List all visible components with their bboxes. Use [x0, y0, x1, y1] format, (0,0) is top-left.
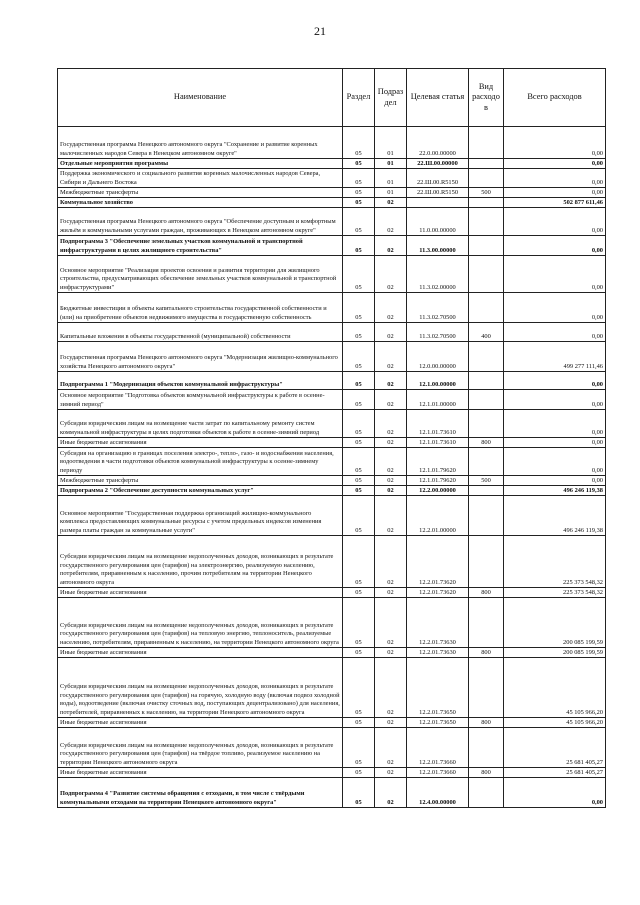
cell-target-article: 12.1.01.00000	[407, 390, 469, 410]
cell-total: 0,00	[504, 236, 606, 256]
cell-name: Подпрограмма 2 "Обеспечение доступности коммунальных услуг"	[58, 486, 343, 496]
table-row	[58, 208, 606, 236]
cell-target-article: 22.Ш.00.R5150	[407, 169, 469, 188]
cell-target-article: 12.2.01.73630	[407, 598, 469, 648]
table-row	[58, 486, 606, 496]
cell-target-article: 12.2.01.73660	[407, 728, 469, 768]
cell-section: 05	[343, 410, 375, 438]
cell-total: 0,00	[504, 476, 606, 486]
table-row	[58, 198, 606, 208]
cell-name: Межбюджетные трансферты	[58, 188, 343, 198]
cell-target-article: 12.0.00.00000	[407, 342, 469, 372]
table-row	[58, 658, 606, 718]
cell-subsection: 02	[375, 496, 407, 536]
cell-expense-type	[469, 778, 504, 808]
table-row	[58, 236, 606, 256]
cell-expense-type	[469, 127, 504, 159]
cell-section: 05	[343, 438, 375, 448]
cell-expense-type	[469, 598, 504, 648]
cell-expense-type	[469, 169, 504, 188]
cell-expense-type: 500	[469, 476, 504, 486]
cell-subsection: 02	[375, 598, 407, 648]
cell-section: 05	[343, 728, 375, 768]
cell-section: 05	[343, 188, 375, 198]
cell-expense-type	[469, 410, 504, 438]
table-row	[58, 648, 606, 658]
cell-subsection: 02	[375, 476, 407, 486]
table-row	[58, 188, 606, 198]
cell-expense-type	[469, 728, 504, 768]
cell-expense-type	[469, 256, 504, 293]
cell-expense-type: 800	[469, 438, 504, 448]
page-number: 21	[314, 24, 326, 38]
cell-expense-type	[469, 536, 504, 588]
cell-total: 0,00	[504, 127, 606, 159]
cell-target-article: 22.Ш.00.00000	[407, 159, 469, 169]
cell-name: Государственная программа Ненецкого автономного округа "Сохранение и развитие коренных малочисленных народов Севера в Ненецком автономном округе"	[58, 127, 343, 159]
cell-subsection: 01	[375, 188, 407, 198]
cell-section: 05	[343, 718, 375, 728]
cell-expense-type	[469, 293, 504, 323]
cell-section: 05	[343, 486, 375, 496]
table-row	[58, 410, 606, 438]
cell-name: Подпрограмма 3 "Обеспечение земельных участков коммунальной и транспортной инфраструктурами в целях жилищного строительства"	[58, 236, 343, 256]
cell-total: 0,00	[504, 438, 606, 448]
cell-section: 05	[343, 342, 375, 372]
cell-total: 45 105 966,20	[504, 658, 606, 718]
cell-section: 05	[343, 159, 375, 169]
cell-name: Основное мероприятие "Реализация проектов освоения и развития территории для жилищного строительства, предусматривающих обеспечение земельных участков коммунальной и транспортной инфраструктурами"	[58, 256, 343, 293]
cell-expense-type	[469, 159, 504, 169]
table-body	[58, 127, 606, 808]
cell-subsection: 02	[375, 323, 407, 342]
cell-name: Коммунальное хозяйство	[58, 198, 343, 208]
cell-subsection: 02	[375, 778, 407, 808]
cell-subsection: 02	[375, 438, 407, 448]
cell-name: Иные бюджетные ассигнования	[58, 588, 343, 598]
table-row	[58, 293, 606, 323]
table-row	[58, 718, 606, 728]
cell-section: 05	[343, 127, 375, 159]
cell-target-article: 12.2.01.73650	[407, 658, 469, 718]
table-row	[58, 778, 606, 808]
cell-total: 200 085 199,59	[504, 648, 606, 658]
cell-subsection: 02	[375, 256, 407, 293]
table-row	[58, 588, 606, 598]
cell-subsection: 02	[375, 536, 407, 588]
header-target-article: Целевая статья	[407, 69, 469, 127]
table-row	[58, 256, 606, 293]
cell-subsection: 01	[375, 127, 407, 159]
cell-subsection: 02	[375, 410, 407, 438]
header-expense-type: Вид расходо в	[469, 69, 504, 127]
cell-total: 499 277 111,46	[504, 342, 606, 372]
cell-expense-type	[469, 372, 504, 390]
cell-subsection: 02	[375, 236, 407, 256]
cell-subsection: 02	[375, 728, 407, 768]
cell-target-article: 11.3.02.70500	[407, 323, 469, 342]
cell-subsection: 02	[375, 342, 407, 372]
cell-expense-type	[469, 448, 504, 476]
cell-section: 05	[343, 778, 375, 808]
table-row	[58, 390, 606, 410]
cell-section: 05	[343, 448, 375, 476]
cell-section: 05	[343, 372, 375, 390]
cell-total: 45 105 966,20	[504, 718, 606, 728]
cell-name: Поддержка экономического и социального развития коренных малочисленных народов Севера, Сибири и Дальнего Востока	[58, 169, 343, 188]
cell-expense-type: 400	[469, 323, 504, 342]
cell-subsection: 02	[375, 208, 407, 236]
header-name: Наименование	[58, 69, 343, 127]
cell-name: Субсидии юридическим лицам на возмещение части затрат по капитальному ремонту систем коммунальной инфраструктуры в целях подготовки объектов к работе в осенне-зимний период	[58, 410, 343, 438]
table-row	[58, 448, 606, 476]
cell-total: 0,00	[504, 410, 606, 438]
cell-section: 05	[343, 256, 375, 293]
table-header-row	[58, 69, 606, 127]
cell-name: Иные бюджетные ассигнования	[58, 438, 343, 448]
cell-target-article: 22.0.00.00000	[407, 127, 469, 159]
cell-target-article: 11.3.00.00000	[407, 236, 469, 256]
cell-section: 05	[343, 323, 375, 342]
cell-name: Иные бюджетные ассигнования	[58, 648, 343, 658]
table-row	[58, 323, 606, 342]
cell-target-article: 12.2.01.73630	[407, 648, 469, 658]
cell-section: 05	[343, 476, 375, 486]
header-subsection: Подраз дел	[375, 69, 407, 127]
cell-name: Субсидии юридическим лицам на возмещение недополученных доходов, возникающих в результате государственного регулирования цен (тарифов) на твёрдое топливо, реализуемое населению на территории Ненецкого автономного округа	[58, 728, 343, 768]
table-row	[58, 169, 606, 188]
cell-total: 496 246 119,38	[504, 486, 606, 496]
cell-section: 05	[343, 236, 375, 256]
cell-expense-type	[469, 658, 504, 718]
cell-section: 05	[343, 169, 375, 188]
cell-target-article: 12.2.01.73660	[407, 768, 469, 778]
cell-name: Межбюджетные трансферты	[58, 476, 343, 486]
table-row	[58, 342, 606, 372]
cell-section: 05	[343, 658, 375, 718]
cell-total: 0,00	[504, 159, 606, 169]
cell-target-article: 12.2.01.73650	[407, 718, 469, 728]
cell-total: 25 681 405,27	[504, 728, 606, 768]
cell-name: Субсидии юридическим лицам на возмещение недополученных доходов, возникающих в результате государственного регулирования цен (тарифов) на электроэнергию, реализуемую населению, потребителям, приравненным к населению, прочим потребителям на территории Ненецкого автономного округа	[58, 536, 343, 588]
cell-target-article: 11.0.00.00000	[407, 208, 469, 236]
cell-section: 05	[343, 390, 375, 410]
cell-target-article: 22.Ш.00.R5150	[407, 188, 469, 198]
cell-name: Государственная программа Ненецкого автономного округа "Обеспечение доступным и комфортным жильём и коммунальными услугами граждан, проживающих в Ненецком автономном округе"	[58, 208, 343, 236]
cell-name: Подпрограмма 4 "Развитие системы обращения с отходами, в том числе с твёрдыми коммунальными отходами на территории Ненецкого автономного округа"	[58, 778, 343, 808]
cell-subsection: 02	[375, 658, 407, 718]
cell-total: 0,00	[504, 372, 606, 390]
table-row	[58, 372, 606, 390]
cell-name: Государственная программа Ненецкого автономного округа "Модернизация жилищно-коммунального хозяйства Ненецкого автономного округа"	[58, 342, 343, 372]
table-row	[58, 598, 606, 648]
cell-expense-type	[469, 390, 504, 410]
header-total: Всего расходов	[504, 69, 606, 127]
table-row	[58, 768, 606, 778]
cell-target-article: 12.1.01.79620	[407, 476, 469, 486]
cell-subsection: 01	[375, 159, 407, 169]
cell-subsection: 01	[375, 169, 407, 188]
cell-subsection: 02	[375, 448, 407, 476]
cell-target-article	[407, 198, 469, 208]
cell-target-article: 12.2.01.73620	[407, 588, 469, 598]
cell-name: Субсидия на организацию в границах поселения электро-, тепло-, газо- и водоснабжения населения, водоотведения в части подготовки объектов коммунальной инфраструктуры к осенне-зимнему периоду	[58, 448, 343, 476]
header-section: Раздел	[343, 69, 375, 127]
cell-section: 05	[343, 536, 375, 588]
cell-target-article: 12.1.00.00000	[407, 372, 469, 390]
cell-expense-type: 800	[469, 588, 504, 598]
cell-total: 502 877 611,46	[504, 198, 606, 208]
cell-section: 05	[343, 208, 375, 236]
cell-section: 05	[343, 198, 375, 208]
cell-expense-type: 500	[469, 188, 504, 198]
budget-table	[57, 68, 606, 808]
table-row	[58, 438, 606, 448]
cell-target-article: 12.2.01.73620	[407, 536, 469, 588]
cell-subsection: 02	[375, 648, 407, 658]
cell-total: 0,00	[504, 169, 606, 188]
cell-expense-type	[469, 496, 504, 536]
cell-name: Субсидии юридическим лицам на возмещение недополученных доходов, возникающих в результате государственного регулирования цен (тарифов) на горячую, холодную воду (включая подвоз холодной воды), водоотведение (включая очистку сточных вод, поступающих децентрализовано) для населения, потребителей, приравненных к населению, на территории Ненецкого автономного округа	[58, 658, 343, 718]
cell-name: Отдельные мероприятия программы	[58, 159, 343, 169]
cell-total: 225 373 548,32	[504, 536, 606, 588]
cell-name: Капитальные вложения в объекты государственной (муниципальной) собственности	[58, 323, 343, 342]
cell-section: 05	[343, 496, 375, 536]
table-row	[58, 159, 606, 169]
cell-expense-type	[469, 236, 504, 256]
cell-total: 496 246 119,38	[504, 496, 606, 536]
cell-target-article: 11.3.02.00000	[407, 256, 469, 293]
cell-subsection: 02	[375, 486, 407, 496]
table-row	[58, 496, 606, 536]
cell-target-article: 12.2.00.00000	[407, 486, 469, 496]
cell-total: 0,00	[504, 778, 606, 808]
cell-expense-type	[469, 208, 504, 236]
cell-name: Подпрограмма 1 "Модернизация объектов коммунальной инфраструктуры"	[58, 372, 343, 390]
cell-total: 0,00	[504, 208, 606, 236]
cell-section: 05	[343, 293, 375, 323]
cell-subsection: 02	[375, 198, 407, 208]
cell-expense-type	[469, 486, 504, 496]
table-row	[58, 476, 606, 486]
table-row	[58, 127, 606, 159]
cell-total: 0,00	[504, 448, 606, 476]
table-row	[58, 728, 606, 768]
cell-expense-type: 800	[469, 768, 504, 778]
cell-total: 0,00	[504, 390, 606, 410]
cell-total: 0,00	[504, 323, 606, 342]
cell-target-article: 12.2.01.00000	[407, 496, 469, 536]
cell-section: 05	[343, 598, 375, 648]
cell-total: 0,00	[504, 293, 606, 323]
cell-target-article: 12.1.01.73610	[407, 438, 469, 448]
cell-subsection: 02	[375, 718, 407, 728]
cell-subsection: 02	[375, 293, 407, 323]
cell-name: Субсидии юридическим лицам на возмещение недополученных доходов, возникающих в результате государственного регулирования цен (тарифов) на тепловую энергию, теплоноситель, реализуемые населению, потребителям, приравненным к населению, на территории Ненецкого автономного округа	[58, 598, 343, 648]
cell-subsection: 02	[375, 390, 407, 410]
cell-target-article: 12.4.00.00000	[407, 778, 469, 808]
cell-section: 05	[343, 768, 375, 778]
cell-target-article: 12.1.01.73610	[407, 410, 469, 438]
cell-name: Иные бюджетные ассигнования	[58, 718, 343, 728]
cell-total: 25 681 405,27	[504, 768, 606, 778]
cell-target-article: 12.1.01.79620	[407, 448, 469, 476]
cell-subsection: 02	[375, 372, 407, 390]
cell-subsection: 02	[375, 588, 407, 598]
cell-target-article: 11.3.02.70500	[407, 293, 469, 323]
cell-name: Бюджетные инвестиции в объекты капитального строительства государственной собственности и (или) на приобретение объектов недвижимого имущества в государственную собственность	[58, 293, 343, 323]
cell-expense-type: 800	[469, 648, 504, 658]
cell-expense-type	[469, 198, 504, 208]
cell-section: 05	[343, 588, 375, 598]
cell-total: 0,00	[504, 256, 606, 293]
cell-total: 0,00	[504, 188, 606, 198]
cell-subsection: 02	[375, 768, 407, 778]
cell-section: 05	[343, 648, 375, 658]
table-row	[58, 536, 606, 588]
cell-name: Основное мероприятие "Подготовка объектов коммунальной инфраструктуры к работе в осенне-зимний период"	[58, 390, 343, 410]
cell-name: Иные бюджетные ассигнования	[58, 768, 343, 778]
cell-name: Основное мероприятие "Государственная поддержка организаций жилищно-коммунального комплекса предоставляющих коммунальные ресурсы с учетом предельных индексов изменения размера платы граждан за коммунальные услуги"	[58, 496, 343, 536]
cell-total: 225 373 548,32	[504, 588, 606, 598]
cell-expense-type: 800	[469, 718, 504, 728]
cell-expense-type	[469, 342, 504, 372]
cell-total: 200 085 199,59	[504, 598, 606, 648]
